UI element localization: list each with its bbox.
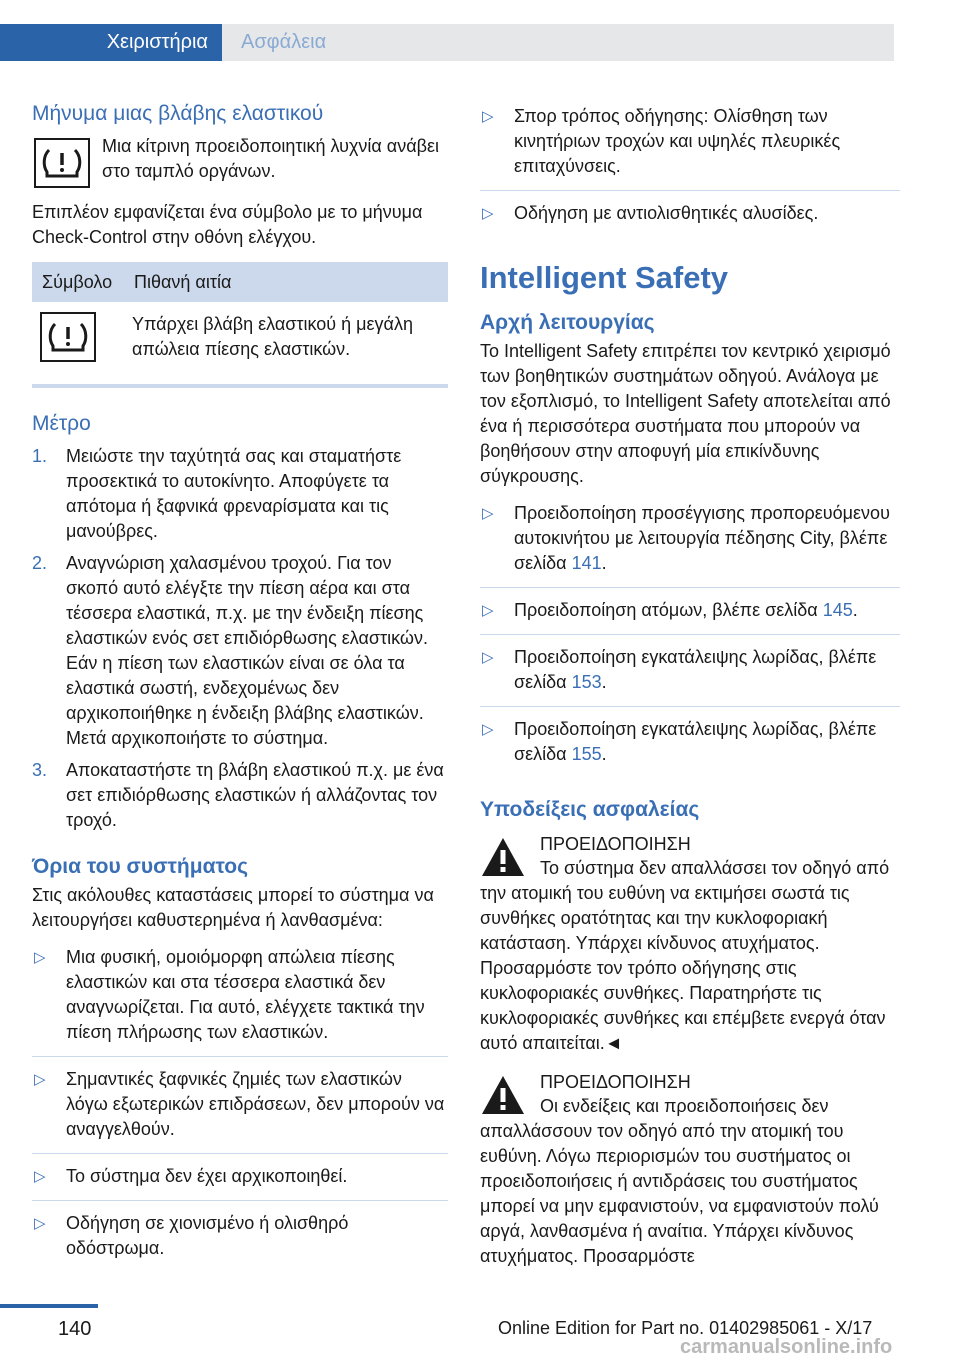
arrow-icon: ▷ [482, 108, 494, 125]
footer-rule [0, 1304, 98, 1308]
table-row [32, 302, 448, 382]
warning-label: ΠΡΟΕΙΔΟΠΟΙΗΣΗ [540, 834, 691, 854]
arrow-icon: ▷ [482, 505, 494, 522]
tire-pressure-warning-icon [34, 138, 90, 188]
additional-text: Επιπλέον εμφανίζεται ένα σύμβολο με το μήνυμα Check-Control στην οθόνη ελέγχου. [32, 202, 423, 247]
list-item [32, 1211, 448, 1272]
tab-controls[interactable]: Χειριστήρια [0, 24, 222, 61]
arrow-icon: ▷ [482, 721, 494, 738]
list-item [32, 1067, 448, 1154]
watermark: carmanualsonline.info [680, 1336, 893, 1358]
features-list [480, 501, 900, 778]
page-link[interactable]: 153 [571, 672, 602, 692]
list-item: ▷ Προειδοποίηση προσέγγισης προπορευόμενου αυτοκινήτου με λειτουργία πέδησης City, βλέπε σελίδα 141. [480, 501, 900, 588]
column-header-cause: Πιθανή αιτία [124, 262, 448, 302]
arrow-icon: ▷ [34, 949, 46, 966]
list-item [480, 201, 900, 237]
table-cell-cause: Υπάρχει βλάβη ελαστικού ή μεγάλη απώλεια πίεσης ελαστικών. [132, 314, 413, 359]
list-item: ▷ Προειδοποίηση εγκατάλειψης λωρίδας, βλέπε σελίδα 153. [480, 645, 900, 707]
arrow-icon: ▷ [482, 649, 494, 666]
list-item [480, 104, 900, 191]
list-item-text: Μια φυσική, ομοιόμορφη απώλεια πίεσης ελαστικών και στα τέσσερα ελαστικά δεν αναγνωρίζεται. Για αυτό, ελέγχετε τακτικά την πίεση πλήρωσης των ελαστικών. [66, 947, 425, 1042]
measure-steps [32, 444, 448, 833]
warning-label: ΠΡΟΕΙΔΟΠΟΙΗΣΗ [540, 1072, 691, 1092]
step-text: Μειώστε την ταχύτητά σας και σταματήστε προσεκτικά το αυτοκίνητο. Αποφύγετε τα απότομα ή ξαφνικά φρεναρίσματα και τις μανούβρες. [66, 446, 402, 541]
table-cell-symbol [32, 302, 124, 382]
limits-list [32, 945, 448, 1272]
intelligent-safety-title: Intelligent Safety [480, 260, 729, 295]
tire-message-text: Μια κίτρινη προειδοποιητική λυχνία ανάβει στο ταμπλό οργάνων. [102, 136, 439, 181]
arrow-icon: ▷ [34, 1168, 46, 1185]
warning-triangle-icon [480, 1074, 526, 1116]
page-number: 140 [58, 1318, 92, 1340]
list-item-text: Σημαντικές ξαφνικές ζημιές των ελαστικών λόγω εξωτερικών επιδράσεων, δεν μπορούν να αναγγελθούν. [66, 1069, 445, 1139]
list-item-text: Προειδοποίηση εγκατάλειψης λωρίδας, βλέπε σελίδα [514, 719, 877, 764]
list-item-text: Το σύστημα δεν έχει αρχικοποιηθεί. [66, 1166, 348, 1186]
list-item [32, 1164, 448, 1201]
step-text: Αποκαταστήστε τη βλάβη ελαστικού π.χ. με ένα σετ επιδιόρθωσης ελαστικών ή αλλάζοντας τον τροχό. [66, 760, 444, 830]
list-item-text: Οδήγηση με αντιολισθητικές αλυσίδες. [514, 203, 819, 223]
principle-title: Αρχή λειτουργίας [480, 311, 655, 334]
arrow-icon: ▷ [482, 205, 494, 222]
page-link[interactable]: 155 [571, 744, 602, 764]
page-link[interactable]: 141 [571, 553, 602, 573]
header-bar [0, 0, 960, 62]
step-number: 3. [32, 760, 48, 780]
warning-text [480, 1094, 900, 1269]
list-item-text: Προειδοποίηση ατόμων, βλέπε σελίδα [514, 600, 823, 620]
warning-text [480, 856, 900, 1056]
list-item: ▷ Προειδοποίηση εγκατάλειψης λωρίδας, βλέπε σελίδα 155. [482, 719, 877, 764]
safety-notes-title: Υποδείξεις ασφαλείας [480, 798, 700, 821]
list-item [32, 758, 448, 833]
page-link[interactable]: 145 [822, 600, 853, 620]
list-item-text: Σπορ τρόπος οδήγησης: Ολίσθηση των κινητήριων τροχών και υψηλές πλευρικές επιταχύνσεις. [514, 106, 841, 176]
arrow-icon: ▷ [34, 1071, 46, 1088]
arrow-icon: ▷ [34, 1215, 46, 1232]
step-number: 1. [32, 446, 48, 466]
measure-title: Μέτρο [32, 412, 91, 435]
symbol-table [32, 262, 448, 382]
edition-note: Online Edition for Part no. 01402985061 - X/17 [498, 1318, 873, 1338]
tire-pressure-warning-icon [40, 312, 96, 362]
right-column [480, 100, 900, 1269]
warning-body: Το σύστημα δεν απαλλάσσει τον οδηγό από την ατομική του ευθύνη να εκτιμήσει σωστά τις συνθήκες ορατότητας και την κυκλοφοριακή κατάσταση. Υπάρχει κίνδυνος ατυχήματος. Προσαρμόστε τον τρόπο οδήγησης στις κυκλοφοριακές συνθήκες. Παρατηρήστε τις κυκλοφοριακές συνθήκες και επέμβετε ενεργά όταν αυτό απαιτείται.◄ [480, 858, 890, 1053]
limits-intro: Στις ακόλουθες καταστάσεις μπορεί το σύστημα να λειτουργήσει καθυστερημένα ή λανθασμένα: [32, 885, 434, 930]
list-item-text: Προειδοποίηση προσέγγισης προπορευόμενου αυτοκινήτου με λειτουργία πέδησης City, βλέπε σελίδα [514, 503, 890, 573]
list-item-text: Οδήγηση σε χιονισμένο ή ολισθηρό οδόστρωμα. [66, 1213, 349, 1258]
list-item-text: Προειδοποίηση εγκατάλειψης λωρίδας, βλέπε σελίδα [514, 647, 877, 692]
step-text: Αναγνώριση χαλασμένου τροχού. Για τον σκοπό αυτό ελέγξτε την πίεση αέρα και στα τέσσερα ελαστικά, π.χ. με την ένδειξη πίεσης ελαστικών ενός σετ επιδιόρθωσης ελαστικών. Εάν η πίεση των ελαστικών είναι σε όλα τα ελαστικά σωστή, ενδεχομένως δεν αρχικοποιήθηκε η ένδειξη βλάβης ελαστικών. Μετά αρχικοποιήστε το σύστημα. [66, 553, 428, 748]
arrow-icon: ▷ [482, 602, 494, 619]
principle-text: Το Intelligent Safety επιτρέπει τον κεντρικό χειρισμό των βοηθητικών συστημάτων οδηγού. Ανάλογα με τον εξοπλισμό, το Intelligent Safety αποτελείται από ένα ή περισσότερα συστήματα που μπορούν να βοηθήσουν στην αποφυγή μία επικίνδυνης σύγκρουσης. [480, 341, 891, 486]
warning-triangle-icon [480, 836, 526, 878]
step-number: 2. [32, 553, 48, 573]
continued-limits-list [480, 104, 900, 237]
list-item [32, 945, 448, 1057]
tab-safety[interactable]: Ασφάλεια [222, 24, 894, 61]
column-header-symbol: Σύμβολο [32, 262, 124, 302]
tire-message-title: Μήνυμα μιας βλάβης ελαστικού [32, 102, 324, 125]
tire-message-row [32, 134, 448, 194]
warning-body: Οι ενδείξεις και προειδοποιήσεις δεν απαλλάσσουν τον οδηγό από την ατομική του ευθύνη. Λόγω περιορισμών του συστήματος οι προειδοποιήσεις ή αντιδράσεις του συστήματος μπορεί να μην εμφανιστούν, να εμφανιστούν πολύ αργά, λανθασμένα ή αναίτια. Υπάρχει κίνδυνος ατυχήματος. Προσαρμόστε [480, 1096, 879, 1266]
limits-title: Όρια του συστήματος [32, 855, 249, 878]
list-item [32, 444, 448, 544]
left-column [32, 100, 448, 1282]
divider [32, 384, 448, 388]
list-item [32, 551, 448, 751]
list-item: ▷ Προειδοποίηση ατόμων, βλέπε σελίδα 145. [480, 598, 900, 635]
